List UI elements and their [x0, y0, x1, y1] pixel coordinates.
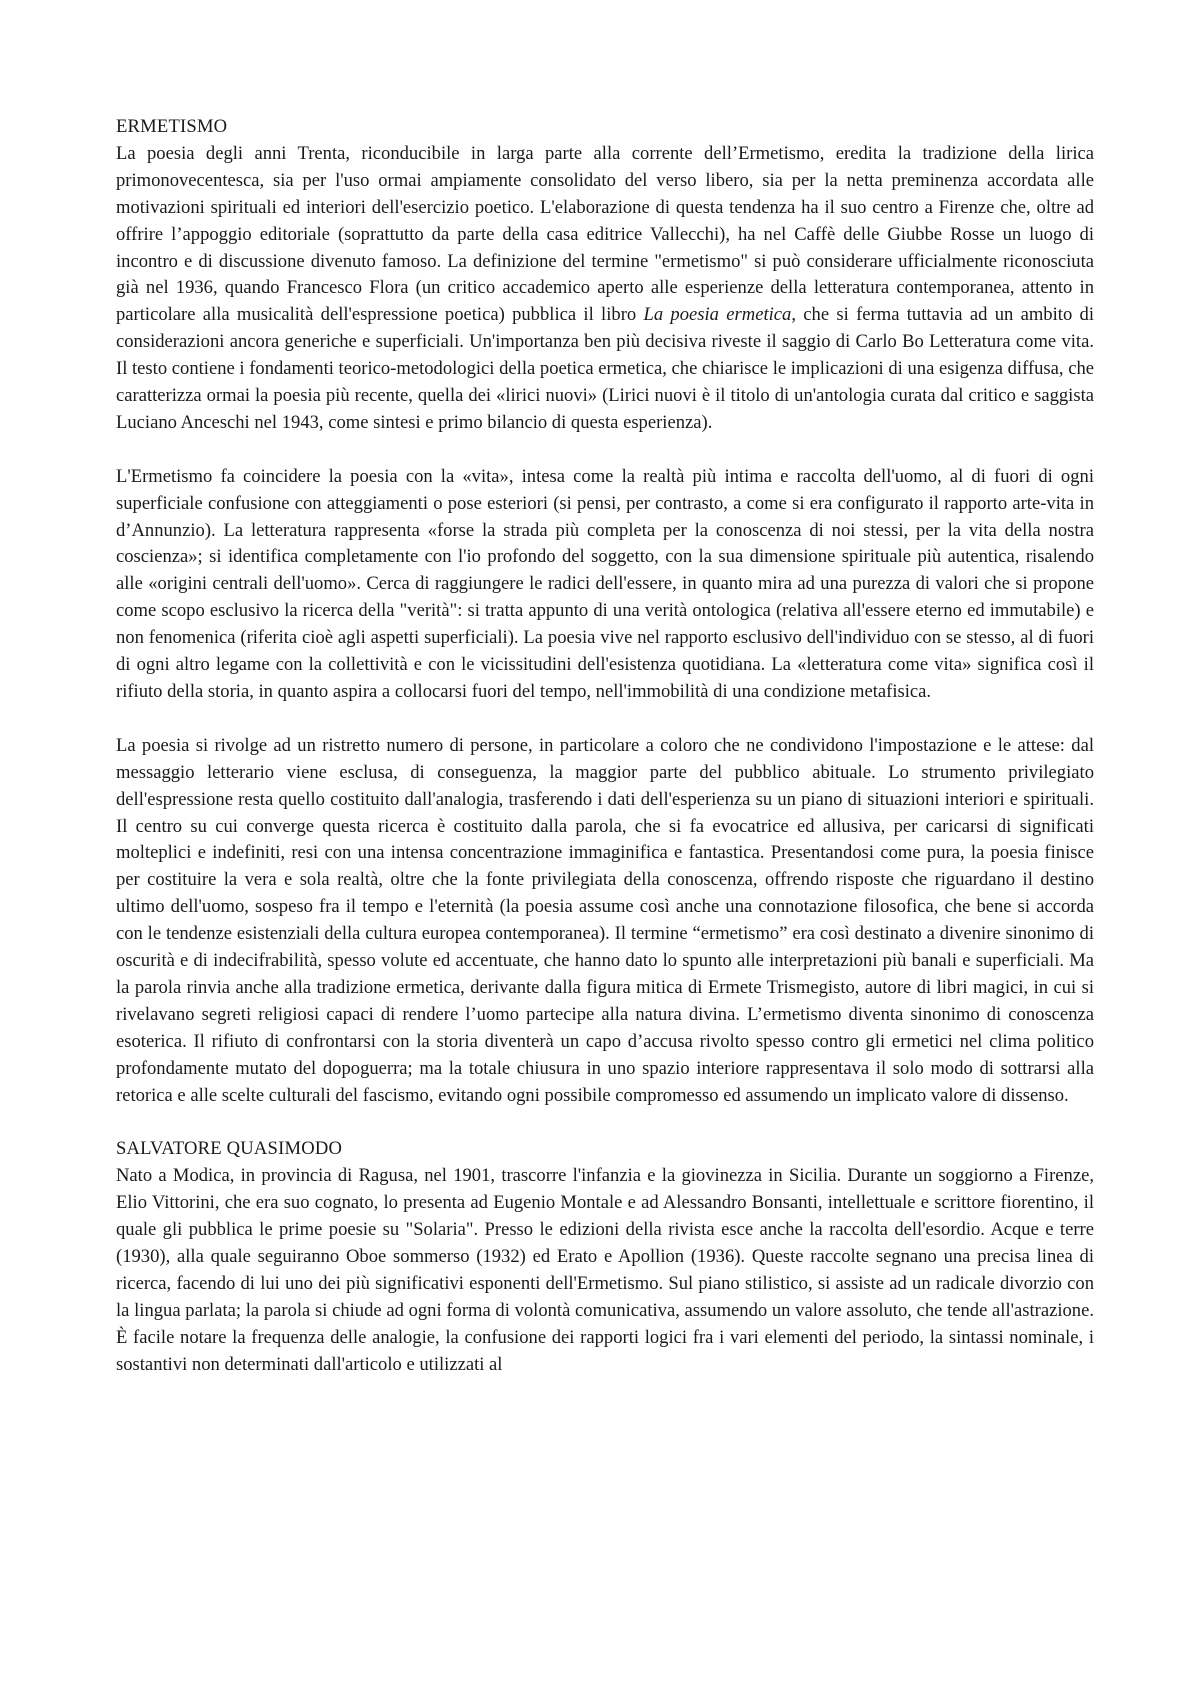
section-heading-quasimodo: SALVATORE QUASIMODO [116, 1138, 343, 1160]
section-heading-ermetismo: ERMETISMO [116, 116, 228, 137]
paragraph-ermetismo-poesia: La poesia si rivolge ad un ristretto numero di persone, in particolare a coloro che ne condividono l'impostazione e le attese: dal messaggio letterario viene esclusa, di conseguenza, la maggior parte del pubblico abituale. Lo strumento privilegiato dell'espressione resta quello costituito dall'analogia, trasferendo i dati dell'esperienza su un piano di situazioni interiori e spirituali. Il centro su cui converge questa ricerca è costituito dalla parola, che si fa evocatrice ed allusiva, per caricarsi di significati molteplici e indefiniti, resi con una intensa concentrazione immaginifica e fantastica. Presentandosi come pura, la poesia finisce per costituire la vera e sola realtà, oltre che la fonte privilegiata della conoscenza, offrendo risposte che riguardano il destino ultimo dell'uomo, sospeso fra il tempo e l'eternità (la poesia assume così anche una connotazione filosofica, che bene si accorda con le tendenze esistenziali della cultura europea contemporanea). Il termine “ermetismo” era così destinato a divenire sinonimo di oscurità e di indecifrabilità, spesso volute ed accentuate, che hanno dato lo spunto alle interpretazioni più banali e superficiali. Ma la parola rinvia anche alla tradizione ermetica, derivante dalla figura mitica di Ermete Trismegisto, autore di libri magici, in cui si rivelavano segreti religiosi capaci di rendere l’uomo partecipe alla natura divina. L’ermetismo diventa sinonimo di conoscenza esoterica. Il rifiuto di confrontarsi con la storia diventerà un capo d’accusa rivolto spesso contro gli ermetici nel clima politico profondamente mutato del dopoguerra; ma la totale chiusura in uno spazio interiore rappresentava il solo modo di sottrarsi alla retorica e alle scelte culturali del fascismo, evitando ogni possibile compromesso ed assumendo un implicato valore di dissenso. [116, 734, 1094, 1106]
document-page [116, 114, 1094, 1379]
paragraph-ermetismo-intro [116, 141, 1094, 437]
paragraph-spacer [116, 706, 1094, 733]
paragraph-text: , che si ferma tuttavia ad un ambito di considerazioni ancora generiche e superficiali. Un'importanza ben più decisiva riveste il saggio di Carlo Bo Letteratura come vita. Il testo contiene i fondamenti teorico-metodologici della poetica ermetica, che chiarisce le implicazioni di una esigenza diffusa, che caratterizza ormai la poesia più recente, quella dei «lirici nuovi» (Lirici nuovi è il titolo di un'antologia curata dal critico e saggista Luciano Anceschi nel 1943, come sintesi e primo bilancio di questa esperienza). [116, 304, 1095, 433]
paragraph-spacer [116, 1110, 1094, 1137]
paragraph-spacer [116, 437, 1094, 464]
paragraph-text: La poesia degli anni Trenta, riconducibile in larga parte alla corrente dell’Ermetismo, eredita la tradizione della lirica primonovecentesca, sia per l'uso ormai ampiamente consolidato del verso libero, sia per la netta preminenza accordata alle motivazioni spirituali ed interiori dell'esercizio poetico. L'elaborazione di questa tendenza ha il suo centro a Firenze che, oltre ad offrire l’appoggio editoriale (soprattutto da parte della casa editrice Vallecchi), ha nel Caffè delle Giubbe Rosse un luogo di incontro e di discussione divenuto famoso. La definizione del termine "ermetismo" si può considerare ufficialmente riconosciuta già nel 1936, quando Francesco Flora (un critico accademico aperto alle esperienze della letteratura contemporanea, attento in particolare alla musicalità dell'espressione poetica) pubblica il libro [116, 142, 1094, 326]
paragraph-ermetismo-vita: L'Ermetismo fa coincidere la poesia con la «vita», intesa come la realtà più intima e raccolta dell'uomo, al di fuori di ogni superficiale confusione con atteggiamenti o pose esteriori (si pensi, per contrasto, a come si era configurato il rapporto arte-vita in d’Annunzio). La letteratura rappresenta «forse la strada più completa per la conoscenza di noi stessi, per la vita della nostra coscienza»; si identifica completamente con l'io profondo del soggetto, con la sua dimensione spirituale più autentica, risalendo alle «origini centrali dell'uomo». Cerca di raggiungere le radici dell'essere, in quanto mira ad una purezza di valori che si propone come scopo esclusivo la ricerca della "verità": si tratta appunto di una verità ontologica (relativa all'essere eterno ed immutabile) e non fenomenica (riferita cioè agli aspetti superficiali). La poesia vive nel rapporto esclusivo dell'individuo con se stesso, al di fuori di ogni altro legame con la collettività e con le vicissitudini dell'esistenza quotidiana. La «letteratura come vita» significa così il rifiuto della storia, in quanto aspira a collocarsi fuori del tempo, nell'immobilità di una condizione metafisica. [116, 465, 1094, 703]
paragraph-quasimodo-bio: Nato a Modica, in provincia di Ragusa, nel 1901, trascorre l'infanzia e la giovinezza in Sicilia. Durante un soggiorno a Firenze, Elio Vittorini, che era suo cognato, lo presenta ad Eugenio Montale e ad Alessandro Bonsanti, intellettuale e scrittore fiorentino, il quale gli pubblica le prime poesie su "Solaria". Presso le edizioni della rivista esce anche la raccolta dell'esordio. Acque e terre (1930), alla quale seguiranno Oboe sommerso (1932) ed Erato e Apollion (1936). Queste raccolte segnano una precisa linea di ricerca, facendo di lui uno dei più significativi esponenti dell'Ermetismo. Sul piano stilistico, si assiste ad un radicale divorzio con la lingua parlata; la parola si chiude ad ogni forma di volontà comunicativa, assumendo un valore assoluto, che tende all'astrazione. È facile notare la frequenza delle analogie, la confusione dei rapporti logici fra i vari elementi del periodo, la sintassi nominale, i sostantivi non determinati dall'articolo e utilizzati al [116, 1165, 1094, 1375]
book-title-italic: La poesia ermetica [643, 304, 792, 326]
